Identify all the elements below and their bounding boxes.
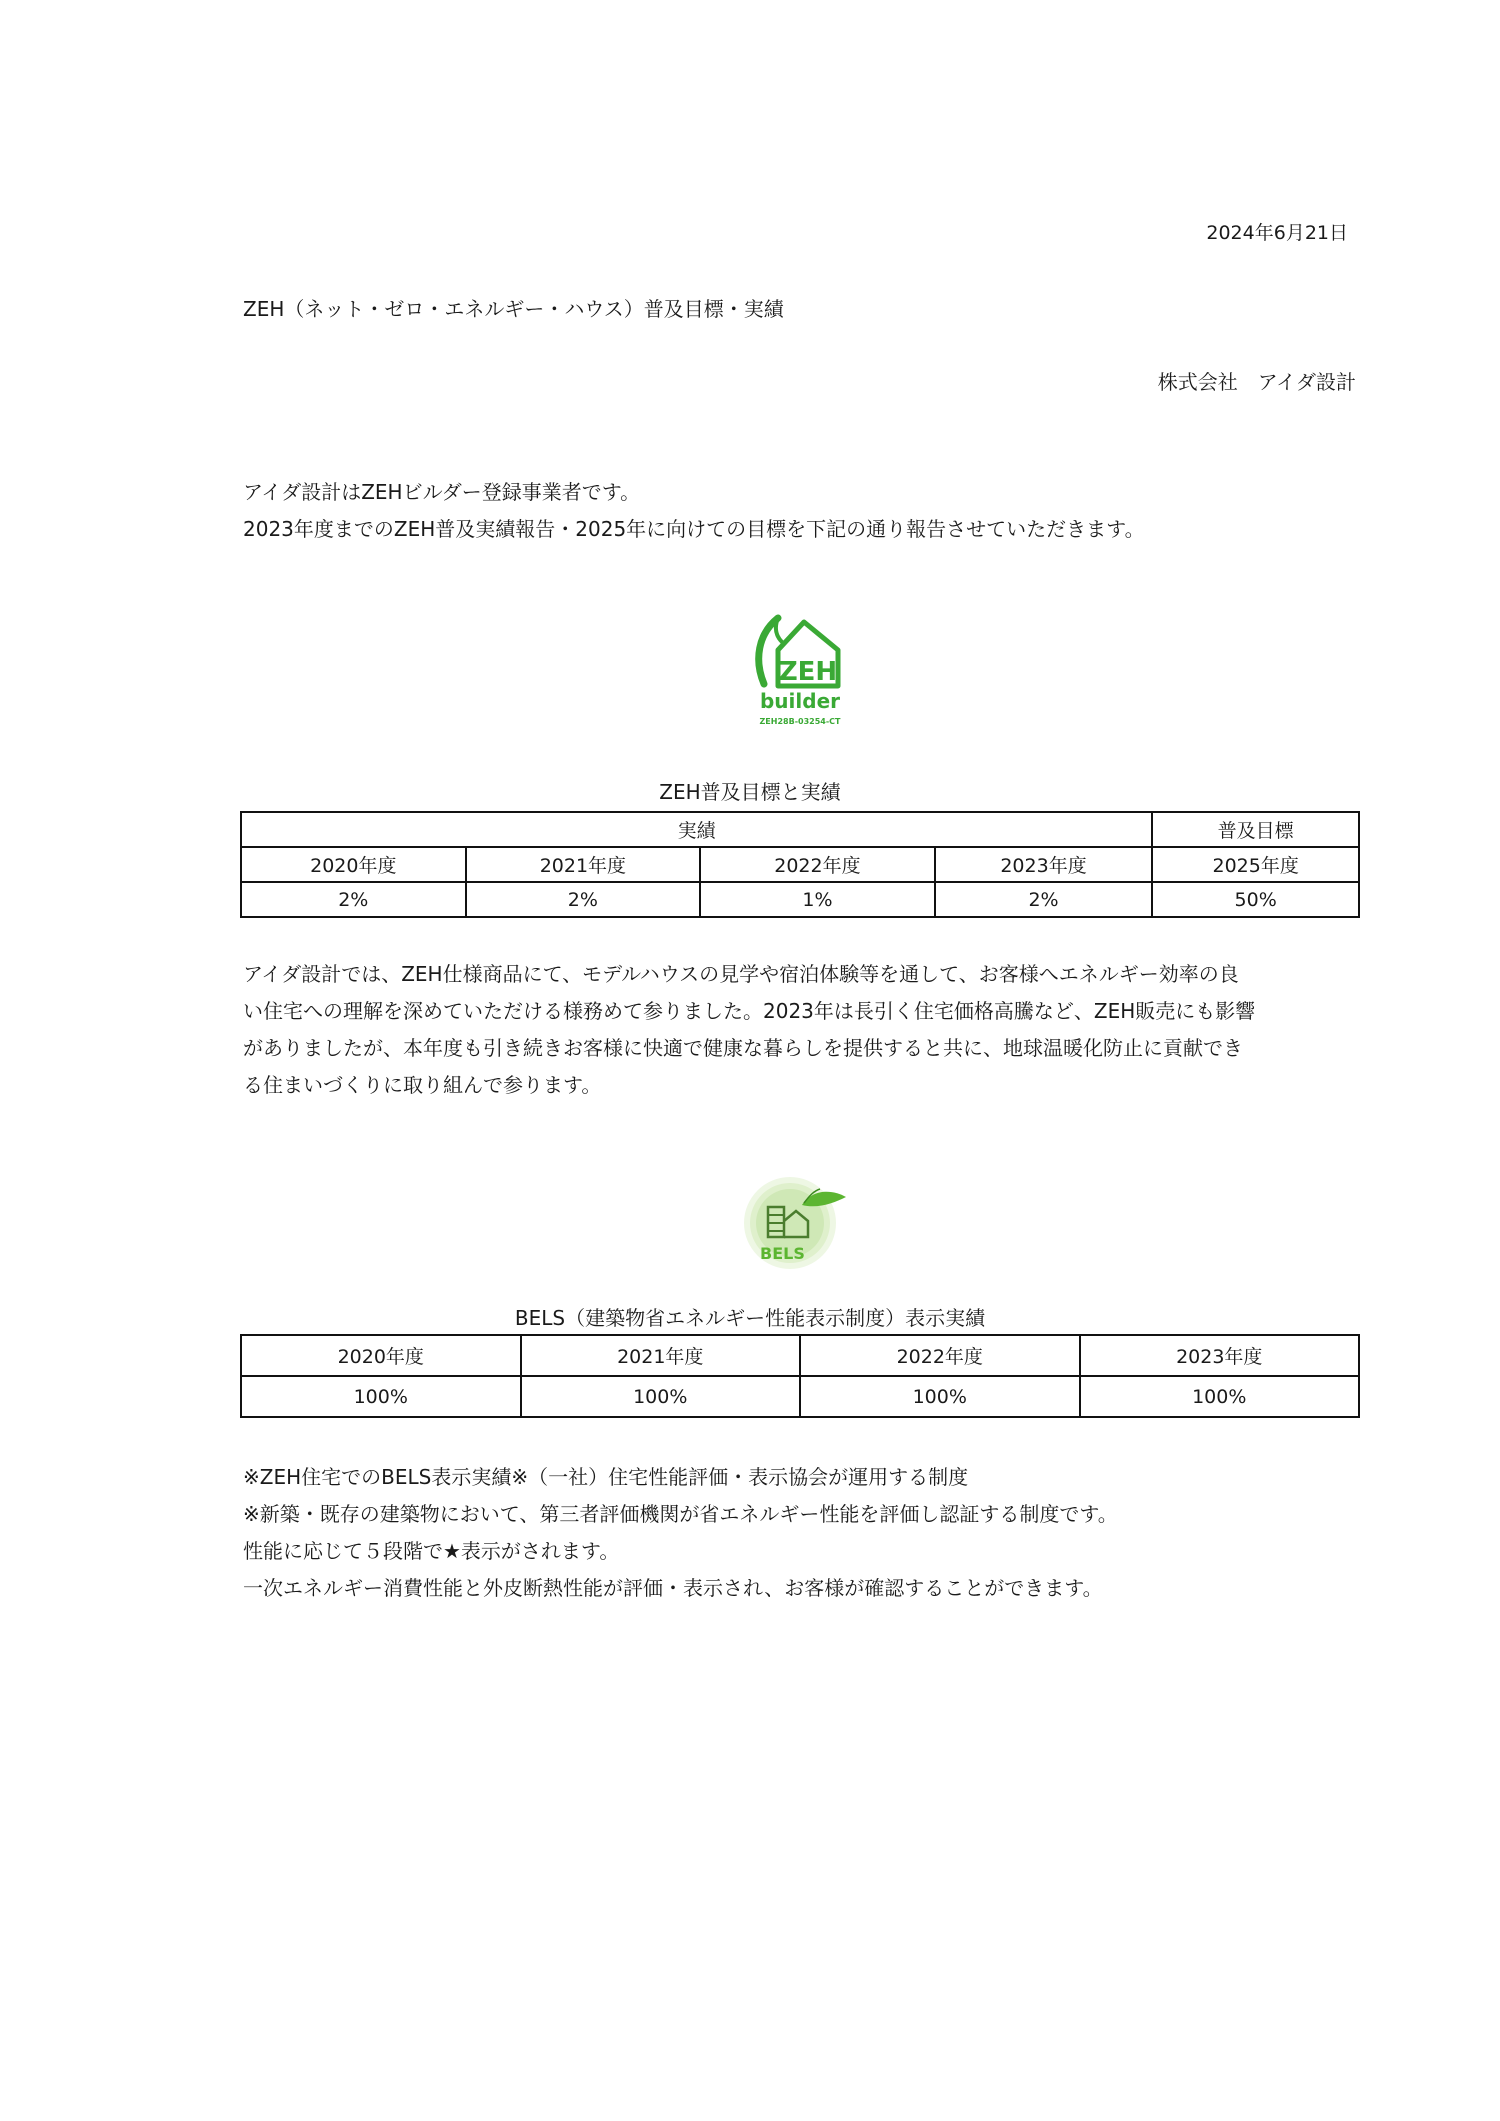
note-line-2: ※新築・既存の建築物において、第三者評価機関が省エネルギー性能を評価し認証する制度です。 [243, 1502, 1118, 1526]
note-line-3: 性能に応じて５段階で★表示がされます。 [243, 1539, 620, 1563]
zeh-table-caption: ZEH普及目標と実績 [659, 780, 841, 804]
paragraph-line: がありましたが、本年度も引き続きお客様に快適で健康な暮らしを提供すると共に、地球温暖化防止に貢献でき [243, 1036, 1243, 1060]
body-paragraph [243, 956, 1363, 1104]
document-date: 2024年6月21日 [1206, 222, 1348, 244]
bels-table-caption: BELS（建築物省エネルギー性能表示制度）表示実績 [514, 1306, 986, 1330]
document-title: ZEH（ネット・ゼロ・エネルギー・ハウス）普及目標・実績 [243, 297, 784, 321]
bels-logo-text: BELS [760, 1244, 805, 1263]
zeh-value-cell: 2% [241, 882, 466, 917]
bels-value-cell: 100% [241, 1376, 521, 1417]
zeh-year-cell: 2025年度 [1152, 847, 1359, 882]
zeh-year-cell: 2023年度 [935, 847, 1153, 882]
paragraph-line: い住宅への理解を深めていただける様務めて参りました。2023年は長引く住宅価格高騰など、ZEH販売にも影響 [243, 999, 1256, 1023]
paragraph-line: アイダ設計では、ZEH仕様商品にて、モデルハウスの見学や宿泊体験等を通して、お客様へエネルギー効率の良 [243, 962, 1239, 986]
intro-line-1: アイダ設計はZEHビルダー登録事業者です。 [243, 480, 641, 504]
note-line-1: ※ZEH住宅でのBELS表示実績※（一社）住宅性能評価・表示協会が運用する制度 [243, 1465, 969, 1489]
zeh-logo-main-text: ZEH [778, 657, 838, 687]
table-row [241, 1376, 1359, 1417]
zeh-year-cell: 2020年度 [241, 847, 466, 882]
zeh-year-cell: 2021年度 [466, 847, 701, 882]
zeh-value-cell: 2% [466, 882, 701, 917]
bels-year-cell: 2021年度 [521, 1335, 801, 1376]
zeh-table [240, 811, 1360, 918]
zeh-value-cell: 1% [700, 882, 935, 917]
zeh-group-target: 普及目標 [1152, 812, 1359, 847]
bels-value-cell: 100% [1080, 1376, 1360, 1417]
zeh-value-cell: 2% [935, 882, 1153, 917]
zeh-year-cell: 2022年度 [700, 847, 935, 882]
bels-year-cell: 2020年度 [241, 1335, 521, 1376]
table-row [241, 847, 1359, 882]
paragraph-line: る住まいづくりに取り組んで参ります。 [243, 1073, 602, 1097]
zeh-builder-logo-icon [748, 612, 852, 736]
bels-year-cell: 2022年度 [800, 1335, 1080, 1376]
bels-value-cell: 100% [800, 1376, 1080, 1417]
zeh-group-actual: 実績 [241, 812, 1152, 847]
bels-value-cell: 100% [521, 1376, 801, 1417]
zeh-logo-code-text: ZEH28B-03254-CT [759, 717, 841, 726]
intro-line-2: 2023年度までのZEH普及実績報告・2025年に向けての目標を下記の通り報告させていただきます。 [243, 517, 1145, 541]
note-line-4: 一次エネルギー消費性能と外皮断熱性能が評価・表示され、お客様が確認することができます。 [243, 1576, 1103, 1600]
bels-logo-icon [740, 1173, 856, 1271]
zeh-value-cell: 50% [1152, 882, 1359, 917]
zeh-logo-sub-text: builder [759, 689, 841, 713]
bels-table [240, 1334, 1360, 1418]
company-name: 株式会社 アイダ設計 [1157, 370, 1356, 394]
table-row [241, 882, 1359, 917]
table-row [241, 1335, 1359, 1376]
table-row [241, 812, 1359, 847]
bels-year-cell: 2023年度 [1080, 1335, 1360, 1376]
